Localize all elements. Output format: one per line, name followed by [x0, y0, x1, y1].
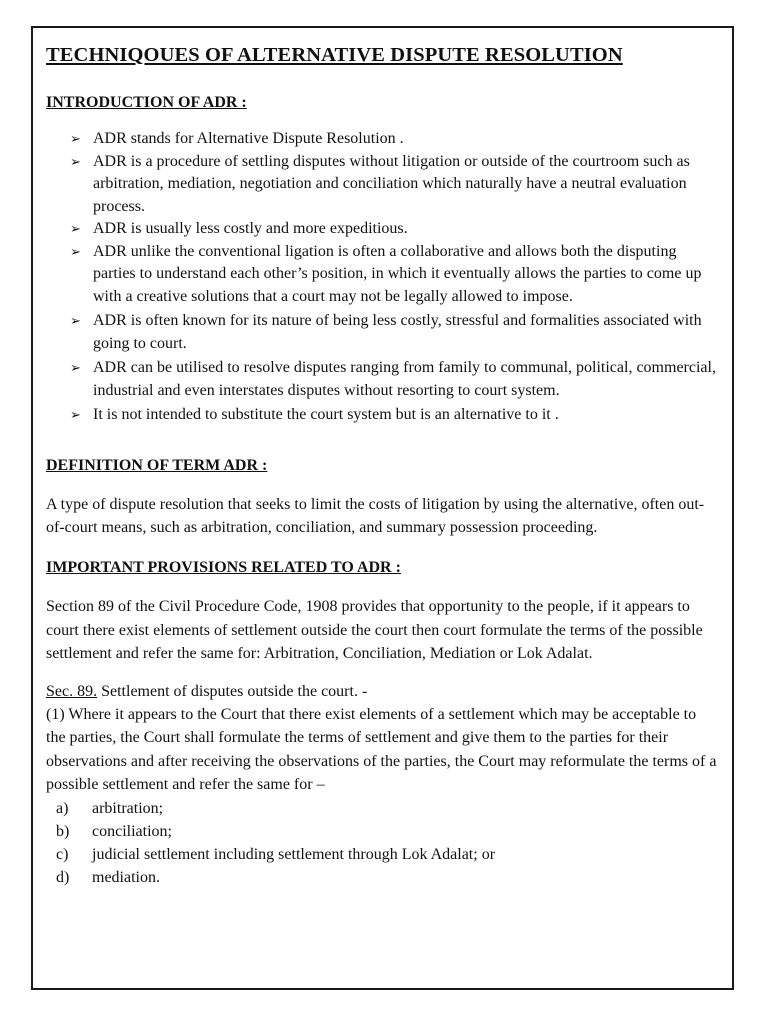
list-item: [46, 797, 718, 820]
list-item: [46, 404, 718, 427]
bullet-text: It is not intended to substitute the court system but is an alternative to it .: [93, 406, 559, 423]
section-title: Settlement of disputes outside the court. -: [97, 682, 368, 700]
option-text: conciliation;: [92, 822, 172, 840]
bullet-text: ADR stands for Alternative Dispute Resolution .: [93, 130, 404, 147]
list-item: [46, 241, 718, 309]
list-item: [46, 128, 718, 151]
arrow-bullet-icon: ➢: [70, 153, 81, 169]
list-marker: c): [56, 845, 69, 863]
arrow-bullet-icon: ➢: [70, 407, 81, 422]
list-marker: d): [56, 869, 70, 887]
section-89-heading: [46, 680, 718, 703]
option-text: judicial settlement including settlement through Lok Adalat; or: [92, 845, 496, 863]
list-marker: a): [56, 799, 69, 817]
intro-bullet-list: [46, 128, 718, 427]
list-item: [46, 843, 718, 866]
list-item: [46, 310, 718, 355]
option-text: arbitration;: [92, 799, 164, 817]
arrow-bullet-icon: ➢: [70, 360, 81, 375]
document-title: TECHNIQOUES OF ALTERNATIVE DISPUTE RESOLUTION: [46, 44, 623, 66]
arrow-bullet-icon: ➢: [70, 313, 81, 328]
bullet-text: ADR is usually less costly and more expeditious.: [93, 220, 408, 237]
bullet-text: ADR unlike the conventional ligation is often a collaborative and allows both the disputing parties to understand each other’s position, in which it eventually allows the parties to come up with a creative solutions that a court may not be legally allowed to impose.: [93, 242, 702, 305]
list-item: [46, 820, 718, 843]
option-text: mediation.: [92, 869, 160, 887]
definition-paragraph: A type of dispute resolution that seeks to limit the costs of litigation by using the alternative, often out-of-court means, such as arbitration, conciliation, and summary possession proceeding.: [46, 495, 705, 536]
arrow-bullet-icon: ➢: [70, 221, 81, 236]
arrow-bullet-icon: ➢: [70, 243, 81, 259]
document-body: [46, 40, 718, 889]
section-reference: Sec. 89.: [46, 682, 98, 700]
arrow-bullet-icon: ➢: [70, 131, 81, 146]
provisions-heading: IMPORTANT PROVISIONS RELATED TO ADR :: [46, 559, 401, 577]
list-item: [46, 357, 718, 402]
bullet-text: ADR is often known for its nature of being less costly, stressful and formalities associated with going to court.: [93, 312, 702, 352]
settlement-options-list: [46, 797, 718, 890]
list-item: [46, 151, 718, 219]
bullet-text: ADR is a procedure of settling disputes without litigation or outside of the courtroom such as arbitration, mediation, negotiation and conciliation which naturally have a neutral evaluation process.: [93, 152, 690, 215]
list-item: [46, 866, 718, 889]
definition-heading: DEFINITION OF TERM ADR :: [46, 456, 268, 474]
bullet-text: ADR can be utilised to resolve disputes ranging from family to communal, political, commercial, industrial and even interstates disputes without resorting to court system.: [93, 359, 716, 399]
intro-heading: INTRODUCTION OF ADR :: [46, 94, 247, 111]
list-item: [46, 218, 718, 241]
section-89-clause: (1) Where it appears to the Court that there exist elements of a settlement which may be acceptable to the parties, the Court shall formulate the terms of settlement and give them to the parties for their observations and after receiving the observations of the parties, the Court may reformulate the terms of a possible settlement and refer the same for –: [46, 705, 717, 794]
list-marker: b): [56, 822, 70, 840]
provisions-paragraph: Section 89 of the Civil Procedure Code, 1908 provides that opportunity to the people, if it appears to court there exist elements of settlement outside the court then court formulate the terms of the possible settlement and refer the same for: Arbitration, Conciliation, Mediation or Lok Adalat.: [46, 598, 703, 663]
